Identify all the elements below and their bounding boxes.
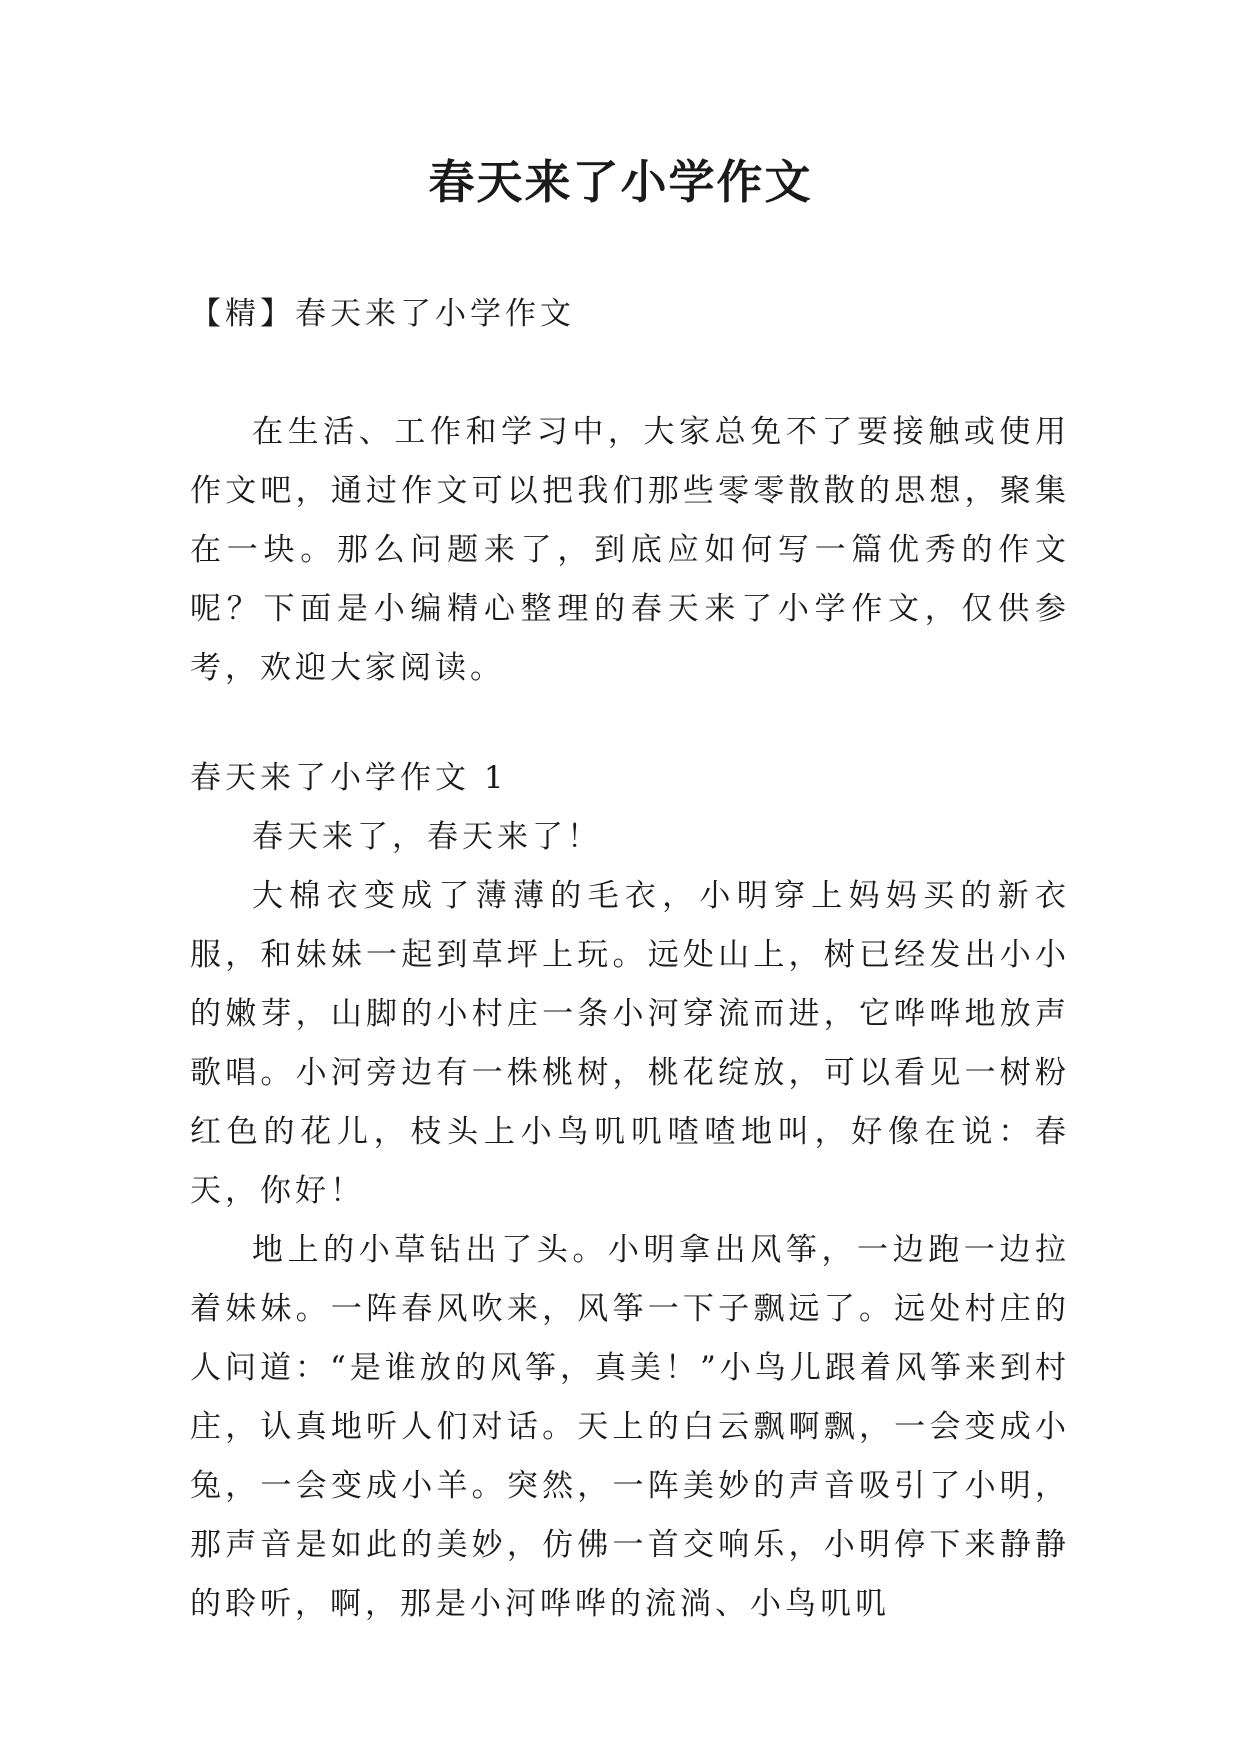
document-subtitle: 【精】春天来了小学作文 bbox=[190, 296, 575, 332]
essay-paragraph: 大棉衣变成了薄薄的毛衣，小明穿上妈妈买的新衣服，和妹妹一起到草坪上玩。远处山上，树已经发出小小的嫩芽，山脚的小村庄一条小河穿流而进，它哗哗地放声歌唱。小河旁边有一株桃树，桃花绽放，可以看见一树粉红色的花儿，枝头上小鸟叽叽喳喳地叫，好像在说：春天，你好！ bbox=[190, 878, 1070, 1209]
intro-paragraph: 在生活、工作和学习中，大家总免不了要接触或使用作文吧，通过作文可以把我们那些零零散散的思想，聚集在一块。那么问题来了，到底应如何写一篇优秀的作文呢？下面是小编精心整理的春天来了小学作文，仅供参考，欢迎大家阅读。 bbox=[190, 414, 1070, 686]
section-heading: 春天来了小学作文 1 bbox=[190, 760, 508, 796]
intro-block bbox=[190, 403, 1070, 698]
essay-body bbox=[190, 808, 1070, 1634]
essay-paragraph: 地上的小草钻出了头。小明拿出风筝，一边跑一边拉着妹妹。一阵春风吹来，风筝一下子飘远了。远处村庄的人问道：“是谁放的风筝，真美！”小鸟儿跟着风筝来到村庄，认真地听人们对话。天上的白云飘啊飘，一会变成小兔，一会变成小羊。突然，一阵美妙的声音吸引了小明，那声音是如此的美妙，仿佛一首交响乐，小明停下来静静的聆听，啊，那是小河哗哗的流淌、小鸟叽叽 bbox=[190, 1232, 1070, 1622]
essay-paragraph: 春天来了，春天来了！ bbox=[252, 819, 602, 855]
document-title: 春天来了小学作文 bbox=[428, 155, 813, 209]
